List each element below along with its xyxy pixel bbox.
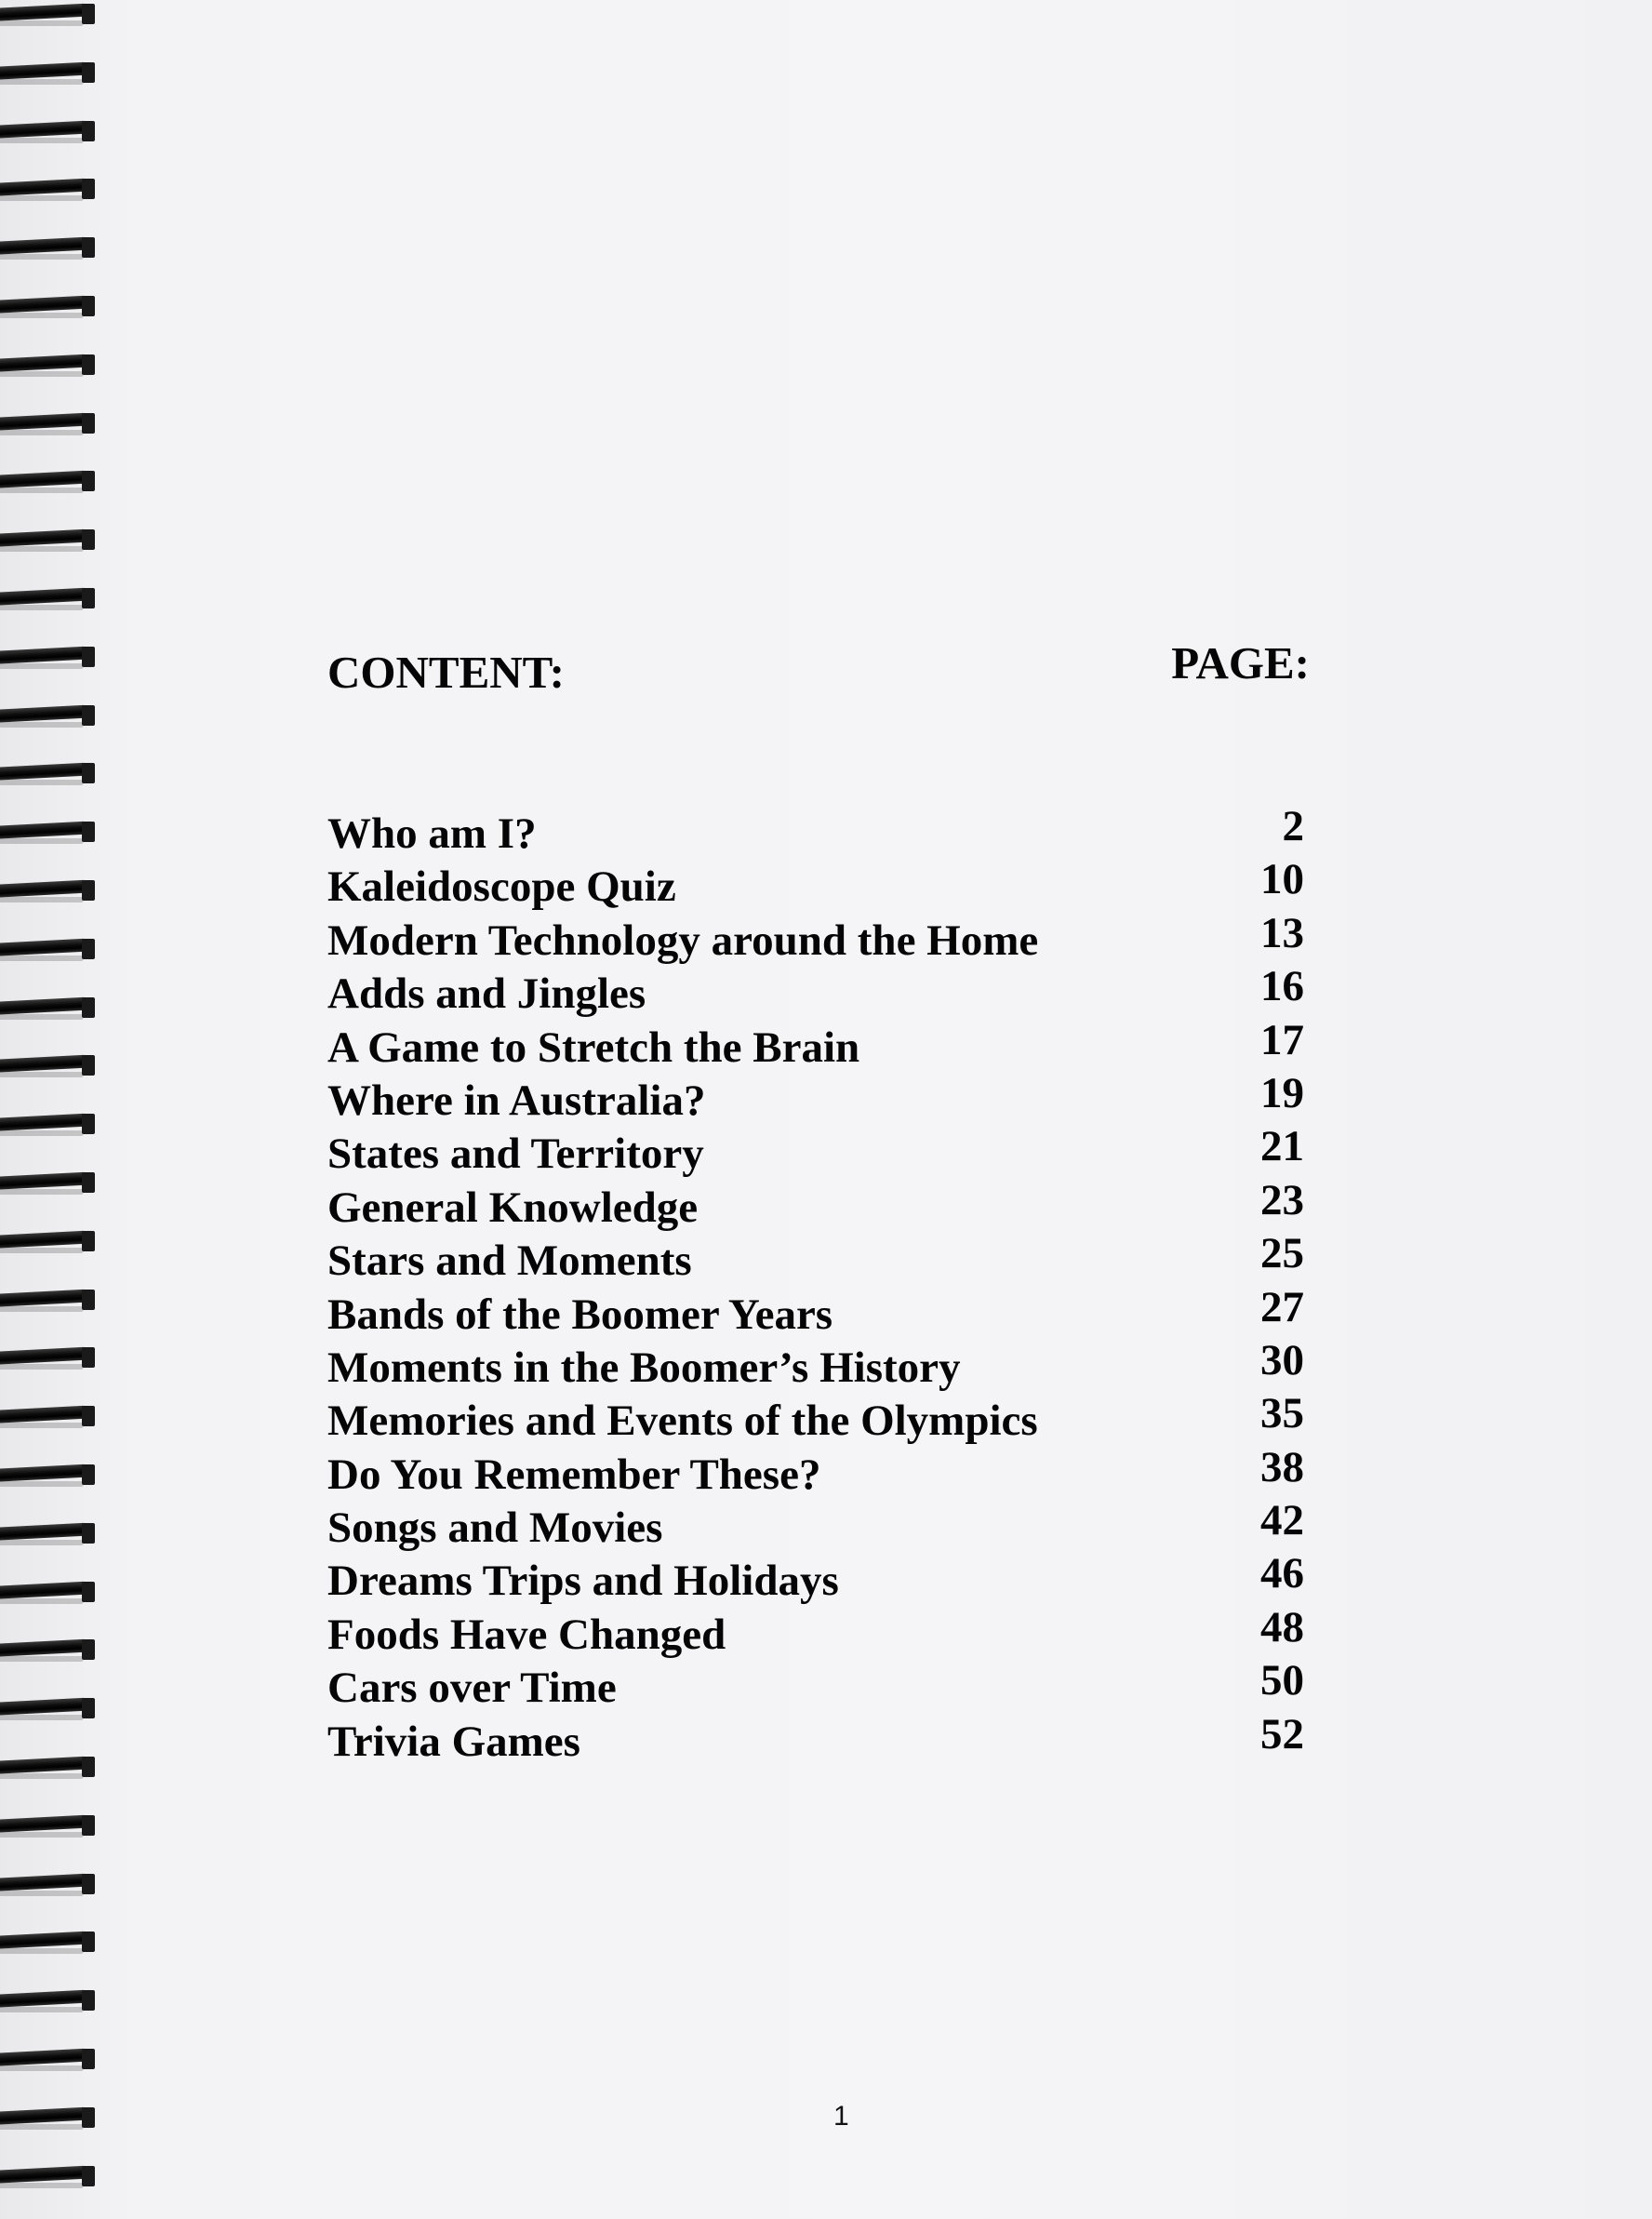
binding-ring: [0, 1404, 97, 1432]
toc-entry: [327, 908, 1313, 968]
binding-ring: [0, 2105, 97, 2133]
toc-entry-title: Trivia Games: [327, 1717, 580, 1766]
binding-ring: [0, 1053, 97, 1081]
toc-entry: [327, 1122, 1313, 1181]
toc-entry-title: Kaleidoscope Quiz: [327, 862, 676, 912]
binding-ring: [0, 1170, 97, 1198]
binding-ring: [0, 878, 97, 906]
binding-ring: [0, 294, 97, 322]
toc-entry-page: 21: [1260, 1122, 1304, 1171]
binding-ring: [0, 761, 97, 789]
toc-entry: [327, 1229, 1313, 1288]
toc-entry-page: 50: [1260, 1656, 1304, 1705]
binding-ring: [0, 119, 97, 147]
toc-entry-title: Memories and Events of the Olympics: [327, 1397, 1038, 1446]
binding-ring: [0, 469, 97, 497]
toc-entry: [327, 802, 1313, 861]
toc-entry-page: 25: [1260, 1229, 1304, 1278]
toc-entry-page: 35: [1260, 1389, 1304, 1438]
binding-ring: [0, 1988, 97, 2016]
toc-entry-page: 52: [1260, 1709, 1304, 1758]
binding-ring: [0, 60, 97, 88]
toc-entry-page: 42: [1260, 1496, 1304, 1545]
toc-entry-title: Stars and Moments: [327, 1236, 692, 1286]
toc-entry-page: 27: [1260, 1282, 1304, 1331]
toc-entry-page: 46: [1260, 1549, 1304, 1598]
toc-entry: [327, 1389, 1313, 1448]
toc-entry-title: Songs and Movies: [327, 1504, 663, 1553]
toc-entry: [327, 1442, 1313, 1502]
binding-ring: [0, 2047, 97, 2075]
bleed-through-text: [363, 270, 1405, 326]
toc-entry-page: 19: [1260, 1068, 1304, 1117]
toc-entry-title: Cars over Time: [327, 1664, 617, 1713]
toc-entry-title: Where in Australia?: [327, 1076, 706, 1125]
content-heading: CONTENT:: [327, 647, 566, 698]
toc-entry-title: General Knowledge: [327, 1183, 699, 1232]
page-number: 1: [833, 2101, 849, 2132]
binding-ring: [0, 1872, 97, 1900]
toc-entry: [327, 1602, 1313, 1662]
toc-entry-title: Adds and Jingles: [327, 969, 646, 1019]
toc-entry-page: 48: [1260, 1602, 1304, 1651]
binding-ring: [0, 1521, 97, 1549]
toc-entry-title: Moments in the Boomer’s History: [327, 1343, 961, 1392]
toc-entry: [327, 1175, 1313, 1235]
binding-ring: [0, 1813, 97, 1841]
binding-ring: [0, 1580, 97, 1608]
binding-ring: [0, 1288, 97, 1316]
toc-entry-page: 10: [1260, 855, 1304, 904]
binding-ring: [0, 1229, 97, 1257]
binding-ring: [0, 2, 97, 30]
toc-entry-title: Foods Have Changed: [327, 1610, 726, 1659]
page-heading: PAGE:: [1171, 637, 1310, 688]
binding-ring: [0, 1463, 97, 1490]
toc-entry-title: Dreams Trips and Holidays: [327, 1557, 839, 1606]
toc-list: [327, 802, 1313, 1769]
binding-ring: [0, 996, 97, 1023]
toc-entry-page: 23: [1260, 1175, 1304, 1224]
toc-entry: [327, 1335, 1313, 1395]
binding-ring: [0, 177, 97, 205]
toc-entry-page: 30: [1260, 1335, 1304, 1384]
toc-entry-page: 17: [1260, 1015, 1304, 1064]
binding-ring: [0, 937, 97, 965]
binding-ring: [0, 411, 97, 439]
binding-ring: [0, 703, 97, 731]
binding-ring: [0, 1696, 97, 1724]
toc-entry: [327, 855, 1313, 914]
toc-entry-page: 16: [1260, 962, 1304, 1011]
toc-entry: [327, 962, 1313, 1021]
toc-entry-page: 13: [1260, 908, 1304, 957]
toc-entry-page: 38: [1260, 1442, 1304, 1491]
toc-entry: [327, 1496, 1313, 1555]
toc-entry: [327, 1549, 1313, 1608]
binding-ring: [0, 1638, 97, 1665]
binding-ring: [0, 1112, 97, 1140]
toc-entry-title: Bands of the Boomer Years: [327, 1290, 833, 1339]
binding-ring: [0, 645, 97, 673]
binding-ring: [0, 820, 97, 848]
binding-ring: [0, 1755, 97, 1783]
toc-entry-page: 2: [1282, 802, 1304, 850]
spiral-binding: [0, 0, 121, 2219]
toc-entry: [327, 1709, 1313, 1769]
toc-entry-title: Do You Remember These?: [327, 1450, 821, 1499]
toc-entry: [327, 1656, 1313, 1715]
toc-entry-title: Who am I?: [327, 809, 537, 858]
toc-header: [327, 637, 1313, 707]
table-of-contents: [327, 637, 1313, 1769]
binding-ring: [0, 235, 97, 263]
toc-entry: [327, 1282, 1313, 1342]
binding-ring: [0, 353, 97, 381]
binding-ring: [0, 586, 97, 614]
binding-ring: [0, 1345, 97, 1373]
toc-entry-title: States and Territory: [327, 1130, 704, 1179]
toc-entry-title: Modern Technology around the Home: [327, 916, 1039, 965]
toc-entry: [327, 1068, 1313, 1128]
binding-ring: [0, 528, 97, 555]
toc-entry-title: A Game to Stretch the Brain: [327, 1023, 860, 1072]
binding-ring: [0, 1930, 97, 1958]
toc-entry: [327, 1015, 1313, 1075]
binding-ring: [0, 2164, 97, 2192]
